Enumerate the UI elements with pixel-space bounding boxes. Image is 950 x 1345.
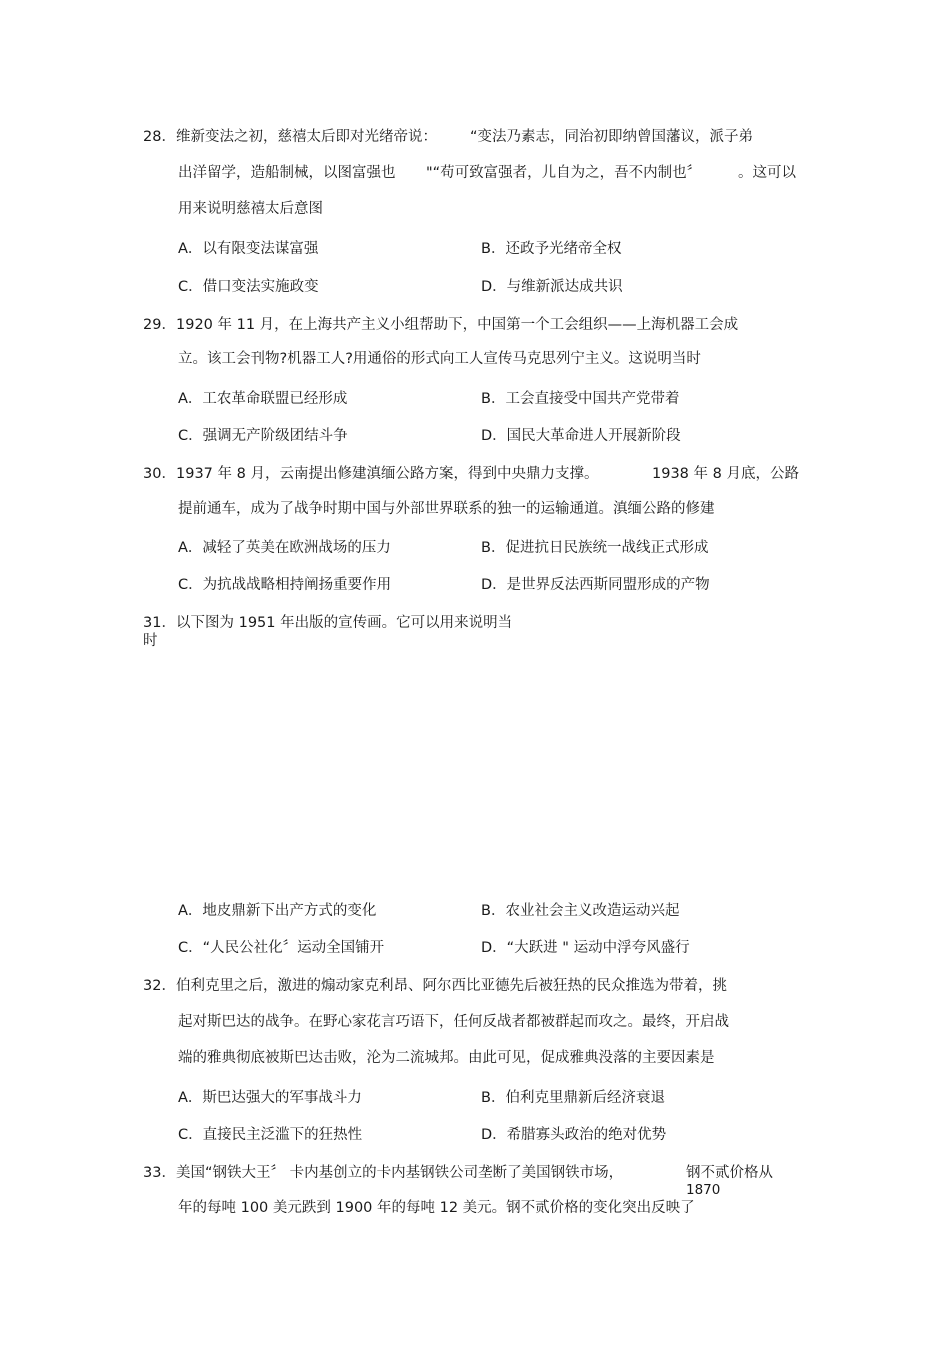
question-29-number: 29． <box>143 317 176 333</box>
question-30-stem-line-1a: 1937 年 8 月，云南提出修建滇缅公路方案，得到中央鼎力支撑。 <box>176 466 599 482</box>
question-29-option-b[interactable]: B．工会直接受中国共产党带着 <box>481 391 680 407</box>
question-31-option-a[interactable]: A．地皮鼎新下出产方式的变化 <box>178 903 377 919</box>
question-30-stem-line-1b: 1938 年 8 月底，公路 <box>652 466 799 482</box>
question-32-number: 32． <box>143 978 176 994</box>
question-28-stem-line-2a: 出洋留学，造船制械，以图富强也 <box>178 165 396 181</box>
question-28-stem-line-3: 用来说明慈禧太后意图 <box>178 201 323 217</box>
question-29-stem-line-2: 立。该工会刊物?机器工人?用通俗的形式向工人宣传马克思列宁主义。这说明当时 <box>178 351 701 367</box>
question-31-image-area <box>176 660 776 880</box>
question-30-option-d[interactable]: D．是世界反法西斯同盟形成的产物 <box>481 577 710 593</box>
question-30-number: 30． <box>143 466 176 482</box>
question-31-stem-line-2: 时 <box>143 633 158 649</box>
question-28-option-c[interactable]: C．借口变法实施政变 <box>178 279 319 295</box>
question-29-option-a[interactable]: A．工农革命联盟已经形成 <box>178 391 348 407</box>
question-28-option-d[interactable]: D．与维新派达成共识 <box>481 279 623 295</box>
question-28-number: 28． <box>143 129 176 145</box>
question-31-number: 31． <box>143 615 176 631</box>
question-32-stem-line-3: 端的雅典彻底被斯巴达击败，沦为二流城邦。由此可见，促成雅典没落的主要因素是 <box>178 1050 715 1066</box>
question-28-stem-line-1b: “变法乃素志，同治初即纳曾国藩议，派子弟 <box>470 129 754 145</box>
question-32-option-b[interactable]: B．伯利克里鼎新后经济衰退 <box>481 1090 665 1106</box>
question-33-stem-line-1a: 美国“钢铁大王〞 卡内基创立的卡内基钢铁公司垄断了美国钢铁市场， <box>176 1165 624 1181</box>
question-31-option-c[interactable]: C．“人民公社化〞运动全国铺开 <box>178 940 385 956</box>
question-30-option-c[interactable]: C．为抗战战略相持阐扬重要作用 <box>178 577 392 593</box>
question-31-stem-line-1: 以下图为 1951 年出版的宣传画。它可以用来说明当 <box>176 615 513 631</box>
question-29-option-c[interactable]: C．强调无产阶级团结斗争 <box>178 428 348 444</box>
question-32-stem-line-2: 起对斯巴达的战争。在野心家花言巧语下，任何反战者都被群起而攻之。最终，开启战 <box>178 1014 729 1030</box>
question-28-stem-line-2c: 。这可以 <box>738 165 796 181</box>
question-28-option-b[interactable]: B．还政予光绪帝全权 <box>481 241 622 257</box>
question-30-stem-line-2: 提前通车，成为了战争时期中国与外部世界联系的独一的运输通道。滇缅公路的修建 <box>178 501 715 517</box>
question-32-stem-line-1: 伯利克里之后，激进的煽动家克利昂、阿尔西比亚德先后被狂热的民众推选为带着，挑 <box>176 978 727 994</box>
question-32-option-c[interactable]: C．直接民主泛滥下的狂热性 <box>178 1127 363 1143</box>
question-29-stem-line-1: 1920 年 11 月，在上海共产主义小组帮助下，中国第一个工会组织——上海机器工会成 <box>176 317 739 333</box>
question-32-option-d[interactable]: D．希腊寡头政治的绝对优势 <box>481 1127 667 1143</box>
question-31-option-d[interactable]: D．“大跃进 " 运动中浮夸风盛行 <box>481 940 690 956</box>
question-30-option-a[interactable]: A．减轻了英美在欧洲战场的压力 <box>178 540 391 556</box>
question-28-option-a[interactable]: A．以有限变法谋富强 <box>178 241 319 257</box>
question-33-stem-line-2: 年的每吨 100 美元跌到 1900 年的每吨 12 美元。钢不贰价格的变化突出反映了 <box>178 1200 695 1216</box>
question-33-number: 33． <box>143 1165 176 1181</box>
question-32-option-a[interactable]: A．斯巴达强大的军事战斗力 <box>178 1090 362 1106</box>
question-28-stem-line-1a: 维新变法之初，慈禧太后即对光绪帝说： <box>176 129 437 145</box>
question-30-option-b[interactable]: B．促进抗日民族统一战线正式形成 <box>481 540 709 556</box>
question-29-option-d[interactable]: D．国民大革命进人开展新阶段 <box>481 428 681 444</box>
question-33-stem-line-1c: 1870 <box>686 1182 721 1198</box>
question-28-stem-line-2b: "“苟可致富强者，儿自为之，吾不内制也〞 <box>426 165 702 181</box>
question-33-stem-line-1b: 钢不贰价格从 <box>686 1165 773 1181</box>
question-31-option-b[interactable]: B．农业社会主义改造运动兴起 <box>481 903 680 919</box>
